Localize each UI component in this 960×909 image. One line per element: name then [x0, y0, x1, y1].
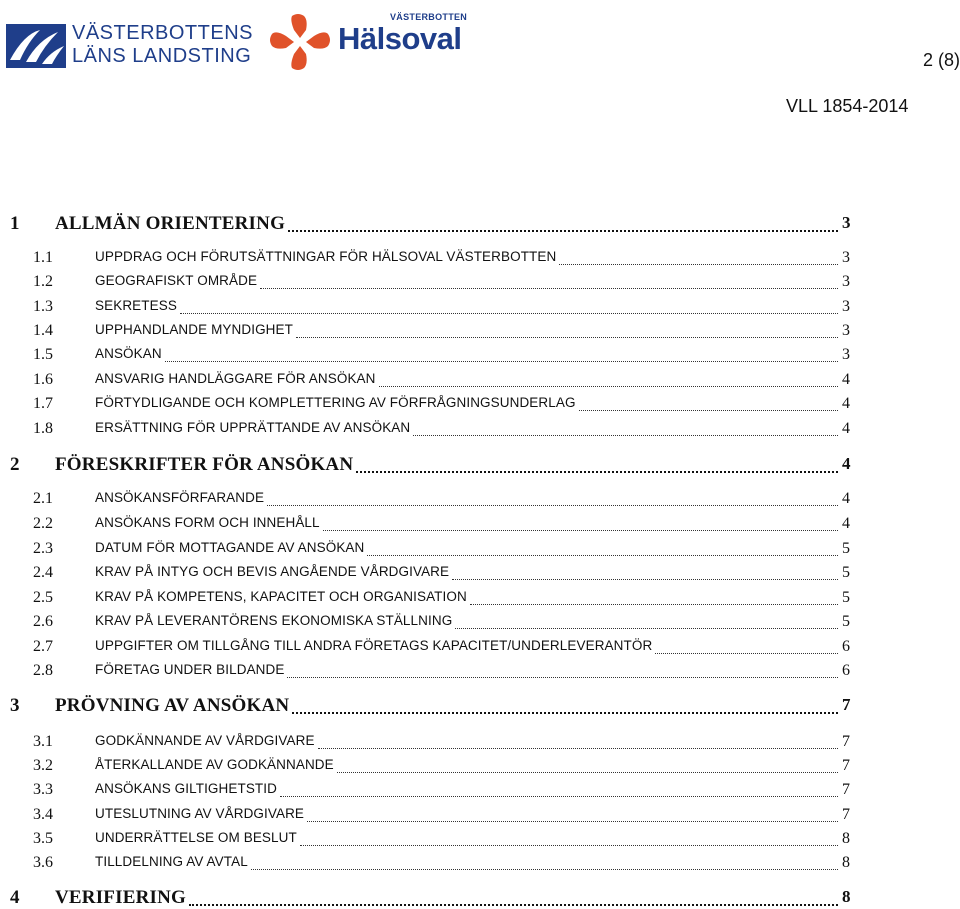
toc-entry-page: 3 — [842, 213, 851, 232]
toc-entry-page: 4 — [842, 454, 851, 473]
toc-entry[interactable] — [0, 490, 960, 512]
toc-entry[interactable] — [0, 854, 960, 876]
toc-entry-page: 8 — [842, 830, 850, 847]
toc-entry-number: 2.7 — [33, 638, 53, 655]
page-header — [0, 0, 960, 130]
toc-entry-number: 2.5 — [33, 589, 53, 606]
toc-entry-page: 4 — [842, 395, 850, 412]
toc-entry-page: 5 — [842, 564, 850, 581]
toc-dot-leader — [413, 435, 838, 436]
toc-entry-title[interactable]: UPPDRAG OCH FÖRUTSÄTTNINGAR FÖR HÄLSOVAL VÄSTERBOTTEN — [95, 249, 557, 264]
toc-entry[interactable] — [0, 830, 960, 852]
toc-entry-number: 1 — [10, 213, 20, 234]
toc-entry-title[interactable]: ÅTERKALLANDE AV GODKÄNNANDE — [95, 757, 334, 772]
toc-dot-leader — [307, 821, 838, 822]
toc-entry-title[interactable]: SEKRETESS — [95, 298, 177, 313]
toc-dot-leader — [559, 264, 838, 265]
toc-dot-leader — [251, 869, 838, 870]
toc-entry-title[interactable]: GEOGRAFISKT OMRÅDE — [95, 273, 258, 288]
vll-logo-icon — [6, 24, 66, 68]
toc-entry[interactable] — [0, 249, 960, 271]
toc-entry-number: 3.6 — [33, 854, 53, 871]
toc-entry-number: 1.5 — [33, 346, 53, 363]
toc-entry-number: 2 — [10, 454, 20, 475]
toc-entry-page: 3 — [842, 273, 850, 290]
toc-entry-page: 3 — [842, 322, 850, 339]
toc-entry-number: 1.4 — [33, 322, 53, 339]
toc-entry[interactable] — [0, 322, 960, 344]
toc-dot-leader — [300, 845, 838, 846]
toc-entry-title[interactable]: GODKÄNNANDE AV VÅRDGIVARE — [95, 733, 315, 748]
toc-entry-title[interactable]: ANSÖKANS FORM OCH INNEHÅLL — [95, 515, 320, 530]
toc-entry[interactable] — [0, 298, 960, 320]
toc-entry-title[interactable]: ANSVARIG HANDLÄGGARE FÖR ANSÖKAN — [95, 371, 376, 386]
toc-entry-page: 4 — [842, 515, 850, 532]
vll-line1: VÄSTERBOTTENS — [72, 22, 253, 44]
toc-dot-leader — [452, 579, 838, 580]
toc-entry-title[interactable]: PRÖVNING AV ANSÖKAN — [55, 695, 290, 716]
toc-entry[interactable] — [0, 613, 960, 635]
toc-entry-page: 5 — [842, 613, 850, 630]
toc-entry-number: 1.1 — [33, 249, 53, 266]
toc-entry[interactable] — [0, 346, 960, 368]
toc-entry[interactable] — [0, 662, 960, 684]
toc-entry-page: 3 — [842, 249, 850, 266]
toc-entry-title[interactable]: ANSÖKAN — [95, 346, 162, 361]
toc-dot-leader — [288, 230, 838, 232]
toc-entry-page: 8 — [842, 854, 850, 871]
toc-entry-title[interactable]: UPPGIFTER OM TILLGÅNG TILL ANDRA FÖRETAGS KAPACITET/UNDERLEVERANTÖR — [95, 638, 653, 653]
toc-dot-leader — [579, 410, 838, 411]
toc-entry-page: 6 — [842, 662, 850, 679]
toc-entry-title[interactable]: ANSÖKANS GILTIGHETSTID — [95, 781, 277, 796]
toc-entry-number: 2.4 — [33, 564, 53, 581]
toc-dot-leader — [287, 677, 838, 678]
toc-entry[interactable] — [0, 806, 960, 828]
toc-entry-page: 4 — [842, 371, 850, 388]
toc-entry-title[interactable]: UPPHANDLANDE MYNDIGHET — [95, 322, 293, 337]
toc-entry-number: 2.2 — [33, 515, 53, 532]
toc-entry-page: 7 — [842, 695, 851, 714]
toc-entry-title[interactable]: VERIFIERING — [55, 887, 186, 908]
toc-dot-leader — [455, 628, 838, 629]
toc-entry-title[interactable]: TILLDELNING AV AVTAL — [95, 854, 248, 869]
toc-entry[interactable] — [0, 395, 960, 417]
toc-entry-number: 1.8 — [33, 420, 53, 437]
toc-dot-leader — [379, 386, 838, 387]
toc-dot-leader — [470, 604, 838, 605]
toc-entry-page: 3 — [842, 298, 850, 315]
toc-entry-number: 3.1 — [33, 733, 53, 750]
toc-entry-page: 4 — [842, 420, 850, 437]
toc-entry-title[interactable]: FÖRETAG UNDER BILDANDE — [95, 662, 285, 677]
toc-entry[interactable] — [0, 757, 960, 779]
toc-entry-number: 1.2 — [33, 273, 53, 290]
toc-entry[interactable] — [0, 638, 960, 660]
toc-entry-title[interactable]: ALLMÄN ORIENTERING — [55, 213, 286, 234]
toc-dot-leader — [296, 337, 838, 338]
toc-entry-title[interactable]: KRAV PÅ KOMPETENS, KAPACITET OCH ORGANISATION — [95, 589, 467, 604]
toc-entry-page: 3 — [842, 346, 850, 363]
toc-dot-leader — [318, 748, 838, 749]
toc-entry[interactable] — [0, 695, 960, 717]
toc-entry-title[interactable]: DATUM FÖR MOTTAGANDE AV ANSÖKAN — [95, 540, 365, 555]
toc-entry-page: 7 — [842, 757, 850, 774]
toc-entry-number: 1.7 — [33, 395, 53, 412]
toc-entry-title[interactable]: ERSÄTTNING FÖR UPPRÄTTANDE AV ANSÖKAN — [95, 420, 411, 435]
vll-line2: LÄNS LANDSTING — [72, 45, 252, 67]
toc-entry-number: 3.4 — [33, 806, 53, 823]
toc-entry-page: 8 — [842, 887, 851, 906]
toc-entry-number: 4 — [10, 887, 20, 908]
halsoval-heart-cross-icon — [268, 12, 332, 72]
page-number: 2 (8) — [922, 50, 960, 70]
toc-entry-title[interactable]: KRAV PÅ LEVERANTÖRENS EKONOMISKA STÄLLNING — [95, 613, 453, 628]
toc-entry-number: 3.5 — [33, 830, 53, 847]
toc-entry[interactable] — [0, 273, 960, 295]
toc-entry-number: 3 — [10, 695, 20, 716]
toc-entry-number: 2.6 — [33, 613, 53, 630]
toc-entry-title[interactable]: ANSÖKANSFÖRFARANDE — [95, 490, 265, 505]
toc-entry-number: 3.3 — [33, 781, 53, 798]
toc-dot-leader — [655, 653, 838, 654]
toc-entry-page: 7 — [842, 733, 850, 750]
toc-entry[interactable] — [0, 564, 960, 586]
toc-entry-page: 4 — [842, 490, 850, 507]
toc-entry[interactable] — [0, 213, 960, 235]
toc-entry-number: 2.1 — [33, 490, 53, 507]
toc-entry-page: 5 — [842, 540, 850, 557]
toc-entry[interactable] — [0, 371, 960, 393]
toc-entry-page: 5 — [842, 589, 850, 606]
toc-entry-page: 7 — [842, 806, 850, 823]
toc-dot-leader — [356, 471, 838, 473]
toc-entry[interactable] — [0, 420, 960, 442]
document-reference: VLL 1854-2014 — [786, 96, 909, 116]
toc-entry-number: 1.6 — [33, 371, 53, 388]
toc-dot-leader — [260, 288, 838, 289]
toc-entry-number: 2.8 — [33, 662, 53, 679]
toc-entry[interactable] — [0, 454, 960, 476]
toc-entry[interactable] — [0, 589, 960, 611]
toc-entry[interactable] — [0, 733, 960, 755]
halsoval-subtitle: VÄSTERBOTTEN — [390, 12, 468, 22]
toc-dot-leader — [267, 505, 838, 506]
toc-dot-leader — [367, 555, 838, 556]
toc-entry-page: 6 — [842, 638, 850, 655]
toc-entry-page: 7 — [842, 781, 850, 798]
vll-wordmark — [72, 22, 253, 68]
toc-dot-leader — [165, 361, 838, 362]
toc-entry-number: 1.3 — [33, 298, 53, 315]
toc-entry-title[interactable]: UNDERRÄTTELSE OM BESLUT — [95, 830, 297, 845]
toc-entry[interactable] — [0, 515, 960, 537]
toc-entry[interactable] — [0, 781, 960, 803]
toc-dot-leader — [323, 530, 838, 531]
halsoval-wordmark: Hälsoval — [338, 21, 462, 56]
toc-dot-leader — [292, 712, 838, 714]
toc-entry-title[interactable]: FÖRTYDLIGANDE OCH KOMPLETTERING AV FÖRFRÅGNINGSUNDERLAG — [95, 395, 576, 410]
toc-entry-title[interactable]: FÖRESKRIFTER FÖR ANSÖKAN — [55, 454, 354, 475]
toc-entry-title[interactable]: UTESLUTNING AV VÅRDGIVARE — [95, 806, 305, 821]
toc-dot-leader — [337, 772, 838, 773]
toc-entry[interactable] — [0, 540, 960, 562]
toc-dot-leader — [280, 796, 838, 797]
toc-entry-number: 3.2 — [33, 757, 53, 774]
toc-entry-title[interactable]: KRAV PÅ INTYG OCH BEVIS ANGÅENDE VÅRDGIVARE — [95, 564, 450, 579]
toc-entry-number: 2.3 — [33, 540, 53, 557]
toc-dot-leader — [180, 313, 838, 314]
